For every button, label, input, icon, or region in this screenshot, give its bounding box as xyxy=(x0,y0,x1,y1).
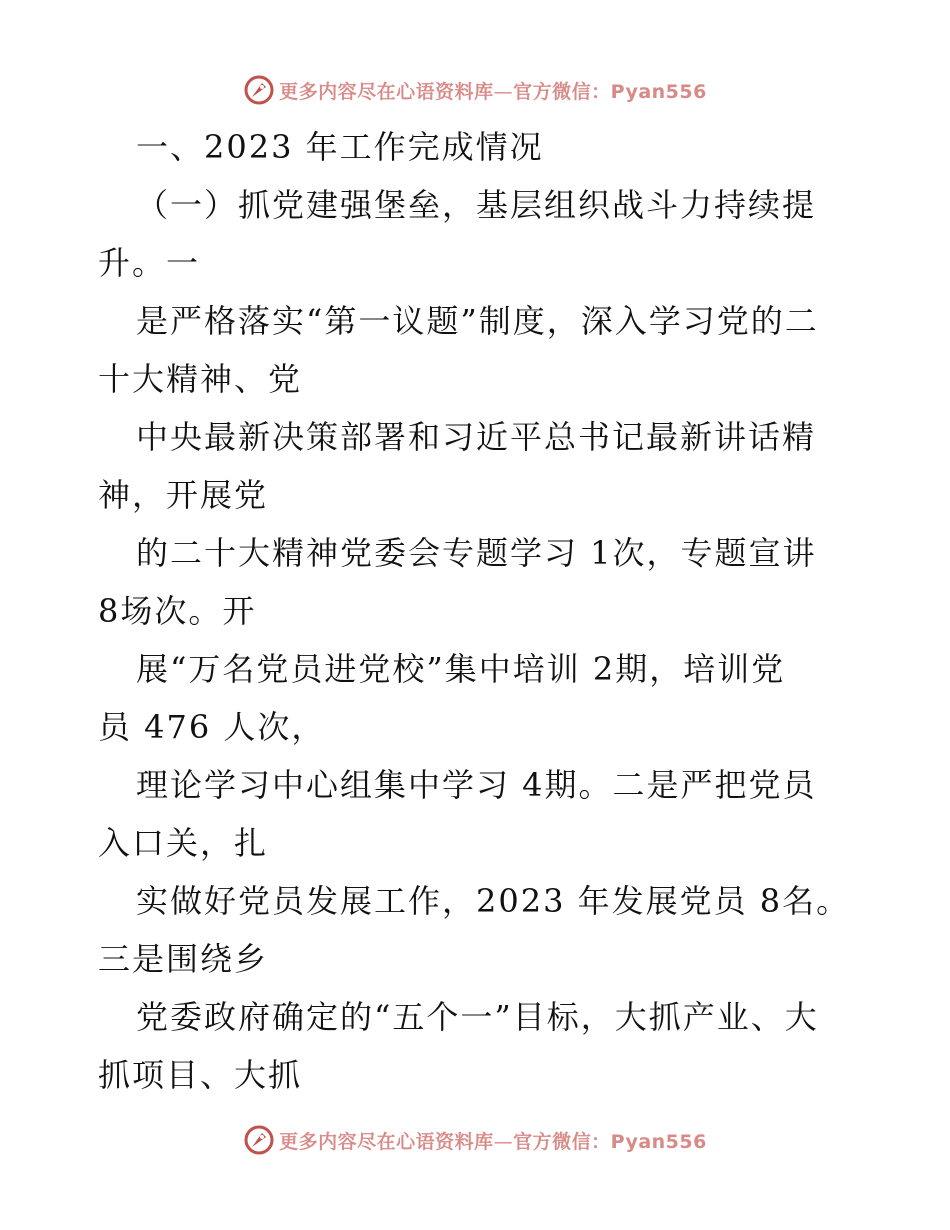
watermark-text: 更多内容尽在心语资料库—官方微信：Pyan556 xyxy=(279,80,707,103)
text-line: 三是围绕乡 xyxy=(98,940,269,978)
text-line: 十大精神、党 xyxy=(98,360,303,398)
text-line: 理论学习中心组集中学习 4期。二是严把党员 xyxy=(136,766,817,804)
watermark-text: 更多内容尽在心语资料库—官方微信：Pyan556 xyxy=(279,1130,707,1153)
pen-nib-circle-icon xyxy=(243,1124,275,1156)
text-line: 的二十大精神党委会专题学习 1次，专题宣讲 xyxy=(136,534,817,572)
text-line: 员 476 人次， xyxy=(98,708,326,746)
section-heading: 一、2023 年工作完成情况 xyxy=(136,128,544,166)
text-line: 入口关，扎 xyxy=(98,824,269,862)
text-line: 展“万名党员进党校”集中培训 2期，培训党 xyxy=(136,650,786,688)
watermark-banner-bottom xyxy=(0,1120,950,1160)
watermark-banner-top xyxy=(0,70,950,110)
text-line: 实做好党员发展工作，2023 年发展党员 8名。 xyxy=(136,882,851,920)
text-line: 党委政府确定的“五个一”目标，大抓产业、大 xyxy=(136,998,819,1036)
text-line: 是严格落实“第一议题”制度，深入学习党的二 xyxy=(136,302,819,340)
text-line: 中央最新决策部署和习近平总书记最新讲话精 xyxy=(136,418,817,456)
text-line: 抓项目、大抓 xyxy=(98,1056,303,1094)
text-line: 8场次。开 xyxy=(98,592,257,630)
text-line: 升。一 xyxy=(98,244,201,282)
subsection-heading: （一）抓党建强堡垒，基层组织战斗力持续提 xyxy=(136,186,817,224)
text-line: 神，开展党 xyxy=(98,476,269,514)
document-body xyxy=(98,118,858,1104)
pen-nib-circle-icon xyxy=(243,74,275,106)
